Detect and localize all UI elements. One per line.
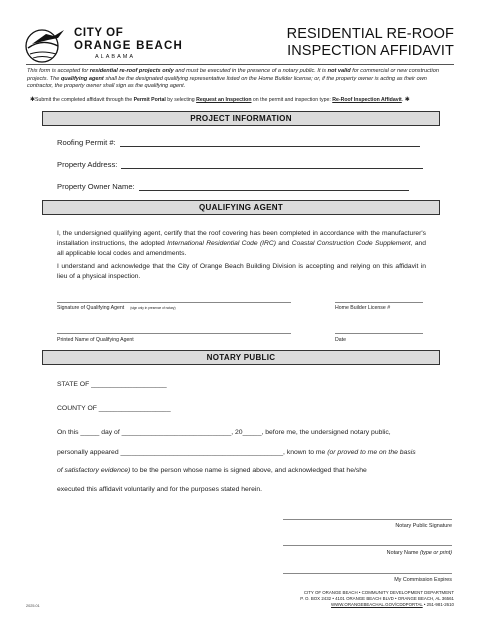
date-label: Date bbox=[335, 337, 346, 343]
footer-address: P. O. BOX 2432 • 4101 ORANGE BEACH BLVD • ORANGE BEACH, AL 36561 bbox=[300, 596, 454, 602]
certification-text: I, the undersigned qualifying agent, certify that the roof covering has been completed in accordance with the manufacturer's installation instructions, the adopted bbox=[57, 230, 426, 247]
certification-text: and bbox=[275, 240, 292, 247]
notary-italic-text: (or proved to me on the basis bbox=[327, 449, 416, 456]
submit-instructions bbox=[30, 97, 456, 104]
document-title bbox=[287, 26, 454, 60]
footer-department: CITY OF ORANGE BEACH • COMMUNITY DEVELOPMENT DEPARTMENT bbox=[303, 590, 454, 595]
irc-reference: International Residential Code (IRC) bbox=[167, 240, 276, 247]
request-inspection-link[interactable]: Request an Inspection bbox=[196, 97, 252, 103]
printed-name-line[interactable] bbox=[57, 333, 291, 334]
county-of-field[interactable]: COUNTY OF ___________________ bbox=[57, 405, 171, 412]
submit-text: by selecting bbox=[165, 97, 197, 103]
logo-text-orange-beach: ORANGE BEACH bbox=[74, 40, 183, 52]
signature-note: (sign only in presence of notary) bbox=[130, 306, 176, 310]
submit-text: on the permit and inspection type: bbox=[251, 97, 333, 103]
notary-personally-appeared-line[interactable] bbox=[57, 449, 416, 456]
commission-expires-line[interactable] bbox=[283, 573, 452, 574]
printed-name-label: Printed Name of Qualifying Agent bbox=[57, 337, 134, 343]
notary-acknowledgement-line bbox=[57, 467, 367, 474]
date-line[interactable] bbox=[335, 333, 423, 334]
notary-text: personally appeared ___________________________________________, known to me bbox=[57, 449, 328, 456]
notary-signature-label: Notary Public Signature bbox=[395, 523, 452, 529]
property-owner-label: Property Owner Name: bbox=[57, 182, 135, 191]
license-number-label: Home Builder License # bbox=[335, 305, 391, 311]
agent-signature-label bbox=[57, 305, 176, 311]
notary-closing-line: executed this affidavit voluntarily and for the purposes stated herein. bbox=[57, 486, 263, 493]
state-of-field[interactable]: STATE OF ____________________ bbox=[57, 381, 167, 388]
property-address-input-line[interactable] bbox=[121, 168, 423, 169]
logo-text-city-of: CITY OF bbox=[74, 27, 124, 39]
logo-text-alabama: ALABAMA bbox=[95, 54, 135, 60]
property-address-field[interactable] bbox=[57, 160, 423, 169]
intro-text: and must be executed in the presence of a notary public. It is bbox=[173, 68, 328, 74]
agent-acknowledgement-paragraph: I understand and acknowledge that the City of Orange Beach Building Division is accepting and relying on this affidavit in lieu of a physical inspection. bbox=[57, 263, 426, 280]
title-line-2: INSPECTION AFFIDAVIT bbox=[287, 43, 454, 59]
footer-portal-link[interactable]: WWW.ORANGEBEACHAL.GOV/CDDPORTAL bbox=[331, 602, 423, 608]
intro-emphasis-qualifying-agent: qualifying agent bbox=[60, 75, 104, 82]
revision-number: 2025.01 bbox=[26, 604, 40, 608]
property-owner-input-line[interactable] bbox=[139, 190, 409, 191]
intro-text: shall be the designated qualifying representative listed on the Home Builder license; or, if the property owner is acting as their own contractor, the property owner shall sign as the qualifying agent. bbox=[27, 75, 427, 90]
roofing-permit-input-line[interactable] bbox=[120, 146, 420, 147]
title-line-1: RESIDENTIAL RE-ROOF bbox=[286, 26, 454, 42]
commission-expires-label: My Commission Expires bbox=[394, 577, 452, 583]
agent-signature-line[interactable] bbox=[57, 302, 291, 303]
header-divider bbox=[26, 64, 454, 65]
section-project-information: PROJECT INFORMATION bbox=[42, 111, 440, 126]
license-number-line[interactable] bbox=[335, 302, 423, 303]
intro-paragraph bbox=[27, 68, 454, 91]
roofing-permit-label: Roofing Permit #: bbox=[57, 138, 116, 147]
property-address-label: Property Address: bbox=[57, 160, 118, 169]
notary-name-label-text: Notary Name bbox=[386, 550, 420, 556]
agent-certification-paragraph bbox=[57, 229, 426, 259]
coastal-code-reference: Coastal Construction Code Supplement bbox=[291, 240, 411, 247]
notary-name-label bbox=[387, 550, 452, 556]
section-qualifying-agent: QUALIFYING AGENT bbox=[42, 200, 440, 215]
intro-emphasis-not-valid: not valid bbox=[327, 68, 351, 74]
intro-text: This form is accepted for bbox=[27, 68, 90, 74]
city-logo bbox=[24, 24, 183, 66]
property-owner-field[interactable] bbox=[57, 182, 409, 191]
roofing-permit-field[interactable] bbox=[57, 138, 420, 147]
footer-contact bbox=[300, 590, 454, 609]
footer-phone: • 251-981-2610 bbox=[422, 602, 454, 608]
notary-name-note: (type or print) bbox=[419, 550, 452, 556]
star-icon: ✱ bbox=[404, 97, 410, 103]
agent-signature-label-text: Signature of Qualifying Agent bbox=[57, 305, 125, 311]
notary-signature-line[interactable] bbox=[283, 519, 452, 520]
submit-text: . bbox=[401, 97, 404, 103]
submit-text: Submit the completed affidavit through the bbox=[35, 97, 134, 103]
notary-text: to be the person whose name is signed above, and acknowledged that he/she bbox=[130, 467, 367, 474]
intro-text: for commercial or new construction projects. The bbox=[27, 68, 439, 82]
permit-portal-text: Permit Portal bbox=[133, 97, 166, 103]
footer-web-phone bbox=[300, 602, 454, 608]
notary-italic-text: of satisfactory evidence) bbox=[57, 467, 131, 474]
notary-date-line[interactable]: On this _____ day of _____________________________, 20_____, before me, the undersigned notary public, bbox=[57, 429, 391, 436]
star-icon: ✱ bbox=[30, 97, 36, 103]
notary-name-line[interactable] bbox=[283, 545, 452, 546]
section-notary-public: NOTARY PUBLIC bbox=[42, 350, 440, 365]
re-roof-affidavit-link[interactable]: Re-Roof Inspection Affidavit bbox=[332, 97, 402, 103]
intro-emphasis-residential: residential re-roof projects only bbox=[89, 68, 174, 74]
certification-text: , and all applicable local codes and amendments. bbox=[57, 240, 426, 257]
pelican-logo-icon bbox=[24, 24, 70, 64]
